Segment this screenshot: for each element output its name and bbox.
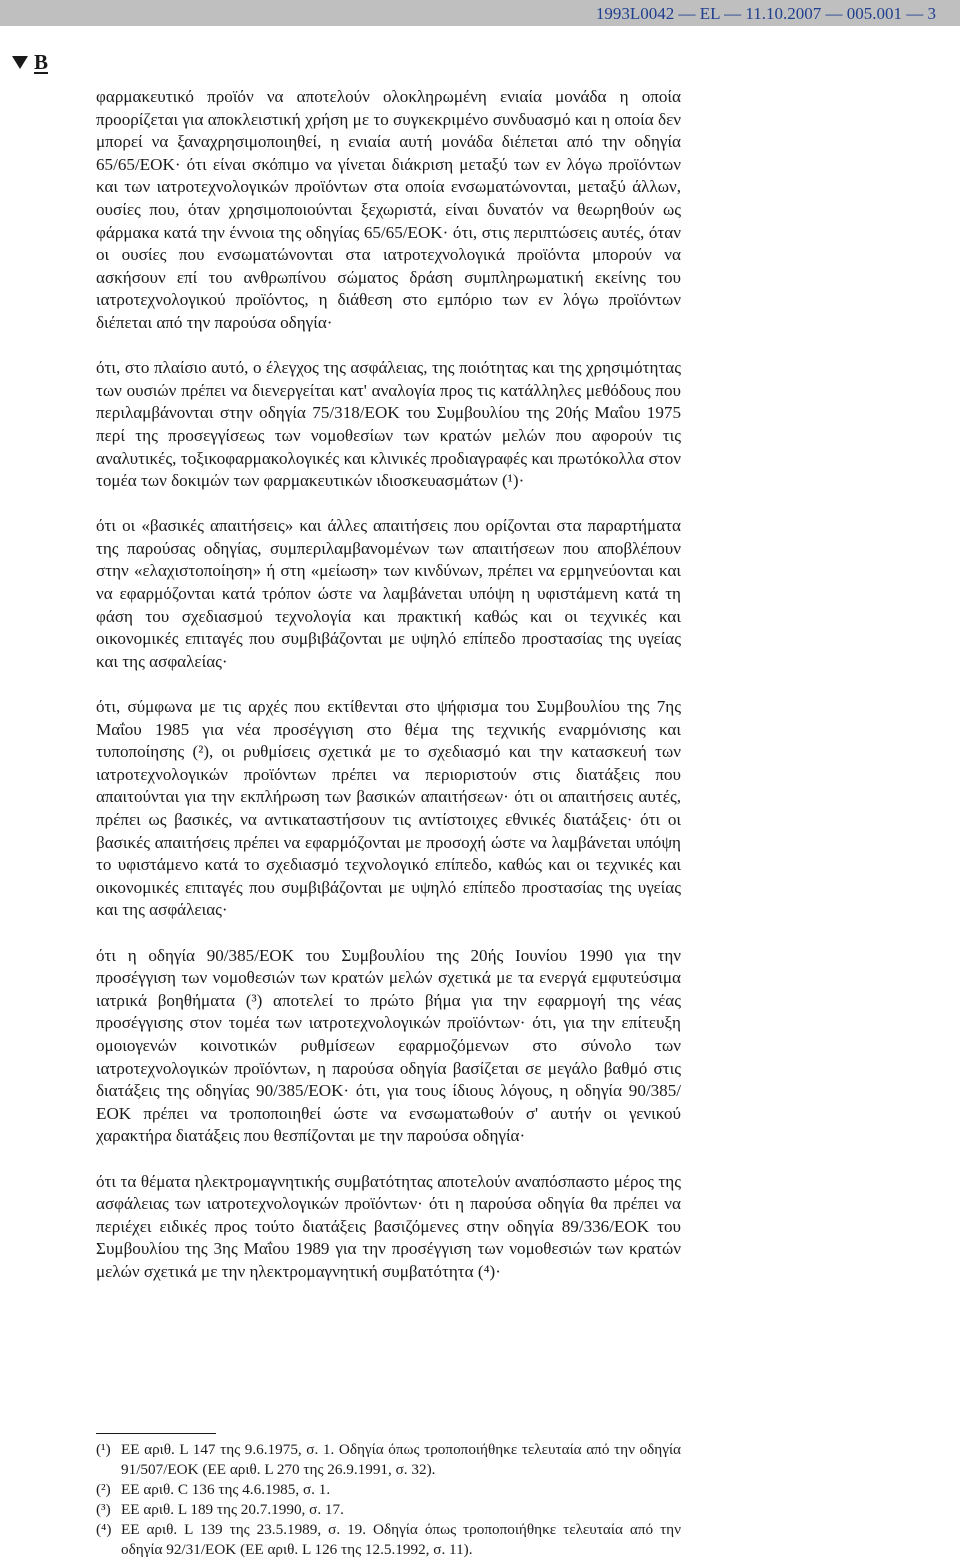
recital-paragraph: ότι τα θέματα ηλεκτρομαγνητικής συμβατότητας αποτελούν αναπόσπαστο μέρος της ασφάλειας των ιατροτεχνολογικών προϊόντων· ότι η παρούσα οδηγία θα πρέπει να περιέχει ειδικές προς τούτο διατάξεις βασιζόμενες στην οδηγία 89/336/ΕΟΚ του Συμβουλίου της 3ης Μαΐου 1989 για την προσέγγιση των νομοθεσιών των κρατών μελών σχετικά με την ηλεκτρομαγνητική συμβατότητα (⁴)· (96, 1171, 681, 1281)
recital-paragraph: ότι, στο πλαίσιο αυτό, ο έλεγχος της ασφάλειας, της ποιότητας και της χρησιμότητας των ουσιών πρέπει να διενεργείται κατ' αναλογία προς τις κατάλληλες μεθόδους που περιλαμβάνονται στην οδηγία 75/318/ΕΟΚ του Συμβουλίου της 20ής Μαΐου 1975 περί της προσεγγίσεως των νομοθεσίων των κρατών μελών που αφορούν τις αναλυτικές, τοξικοφαρμακολογικές και κλινικές προδιαγραφές και πρωτόκολλα στον τομέα των δοκιμών των φαρμακευτικών ιδιοσκευασμάτων (¹)· (96, 358, 681, 491)
document-reference: 1993L0042 — EL — 11.10.2007 — 005.001 — 3 (595, 4, 936, 23)
footnote-text: ΕΕ αριθ. L 139 της 23.5.1989, σ. 19. Οδηγία όπως τροποποιήθηκε τελευταία από την οδηγία 92/31/ΕΟΚ (ΕΕ αριθ. L 126 της 12.5.1992, σ. 11). (121, 1521, 681, 1558)
footnote (96, 1500, 681, 1520)
footnote-number: (⁴) (96, 1521, 112, 1538)
footnote (96, 1480, 681, 1500)
footnote-text: ΕΕ αριθ. C 136 της 4.6.1985, σ. 1. (121, 1481, 331, 1498)
recital-paragraph: ότι η οδηγία 90/385/ΕΟΚ του Συμβουλίου της 20ής Ιουνίου 1990 για την προσέγγιση των νομοθεσιών των κρατών μελών σχετικά με τα ενεργά εμφυτεύσιμα ιατρικά βοηθήματα (³) αποτελεί το πρώτο βήμα για την εφαρμογή της νέας προσέγγισης στον τομέα των ιατροτεχνολογικών προϊόντων· ότι, για την επίτευξη ομοιογενών κοινοτικών ρυθμίσεων εφαρμοζόμενων στο σύνολο των ιατροτεχνολογικών προϊόντων, η παρούσα οδηγία βασίζεται σε μεγάλο βαθμό στις διατάξεις της οδηγίας 90/385/ΕΟΚ· ότι, για τους ίδιους λόγους, η οδηγία 90/385/ΕΟΚ πρέπει να τροποποιηθεί ώστε να ενσωματωθούν σ' αυτήν οι γενικού χαρακτήρα διατάξεις που θεσπίζονται με την παρούσα οδηγία· (96, 945, 681, 1146)
footnote-divider (96, 1433, 216, 1434)
triangle-down-icon (12, 56, 28, 69)
footnote-number: (¹) (96, 1441, 111, 1458)
marker-label: B (34, 50, 49, 74)
recital-paragraph: φαρμακευτικό προϊόν να αποτελούν ολοκληρωμένη ενιαία μονάδα η οποία προορίζεται για αποκλειστική χρήση με το συγκεκριμένο συνδυασμό και η οποία δεν μπορεί να ξαναχρησιμοποιηθεί, η ενιαία αυτή μονάδα διέπεται από την οδηγία 65/65/ΕΟΚ· ότι είναι σκόπιμο να γίνεται διάκριση μεταξύ των εν λόγω προϊόντων και των ιατροτεχνολογικών προϊόντων στα οποία ενσωματώνονται, μεταξύ άλλων, ουσίες που, όταν χρησιμοποιούνται ξεχωριστά, είναι δυνατόν να θεωρηθούν ως φάρμακα κατά την έννοια της οδηγίας 65/65/ΕΟΚ· ότι, στις περιπτώσεις αυτές, όταν οι ουσίες που ενσωματώνονται στα ιατροτεχνολογικά προϊόντα μπορούν να ασκήσουν επί του ανθρωπίνου σώματος δράση συμπληρωματική εκείνης του ιατροτεχνολογικού προϊόντος, η διάθεση στο εμπόριο των εν λόγω προϊόντων διέπεται από την παρούσα οδηγία· (96, 87, 681, 332)
footnote (96, 1440, 681, 1480)
recital-paragraph: ότι, σύμφωνα με τις αρχές που εκτίθενται στο ψήφισμα του Συμβουλίου της 7ης Μαΐου 1985 για νέα προσέγγιση στο θέμα της τεχνικής εναρμόνισης και τυποποίησης (²), οι ρυθμίσεις σχετικά με το σχεδιασμό και την κατασκευή των ιατροτεχνολογικών προϊόντων πρέπει να περιοριστούν στις διατάξεις που απαιτούνται για την εκπλήρωση των βασικών απαιτήσεων· ότι οι απαιτήσεις αυτές, πρέπει ως βασικές, να αντικαταστήσουν τις αντίστοιχες εθνικές διατάξεις· ότι οι βασικές απαιτήσεις πρέπει να εφαρμόζονται με προσοχή ώστε να λαμβάνεται υπόψη το υφιστάμενο κατά το σχεδιασμό τεχνολογικό επίπεδο, καθώς και οι τεχνικές και οικονομικές επιταγές που συμβιβάζονται με υψηλό επίπεδο προστασίας της υγείας και της ασφάλειας· (96, 697, 681, 920)
consolidation-marker (12, 50, 48, 75)
footnote-text: ΕΕ αριθ. L 189 της 20.7.1990, σ. 17. (121, 1501, 344, 1518)
footnote (96, 1520, 681, 1560)
recital-paragraph: ότι οι «βασικές απαιτήσεις» και άλλες απαιτήσεις που ορίζονται στα παραρτήματα της παρούσας οδηγίας, συμπεριλαμβανομένων των απαιτήσεων που αποβλέπουν στην «ελαχιστοποίηση» ή στη «μείωση» των κινδύνων, πρέπει να ερμηνεύονται και να εφαρμόζονται κατά τρόπον ώστε να λαμβάνεται υπόψη η υφιστάμενη κατά τη φάση του σχεδιασμού τεχνολογία και πρακτική καθώς και οι τεχνικές και οικονομικές επιταγές που συμβιβάζονται με υψηλό επίπεδο προστασίας της υγείας και της ασφαλείας· (96, 516, 681, 671)
recitals-body (96, 86, 681, 1283)
footnote-number: (²) (96, 1481, 111, 1498)
footnotes (96, 1433, 681, 1560)
footnote-number: (³) (96, 1501, 111, 1518)
footnote-text: ΕΕ αριθ. L 147 της 9.6.1975, σ. 1. Οδηγία όπως τροποποιήθηκε τελευταία από την οδηγία 91/507/ΕΟΚ (ΕΕ αριθ. L 270 της 26.9.1991, σ. 32). (121, 1441, 681, 1478)
page-header (0, 0, 960, 26)
